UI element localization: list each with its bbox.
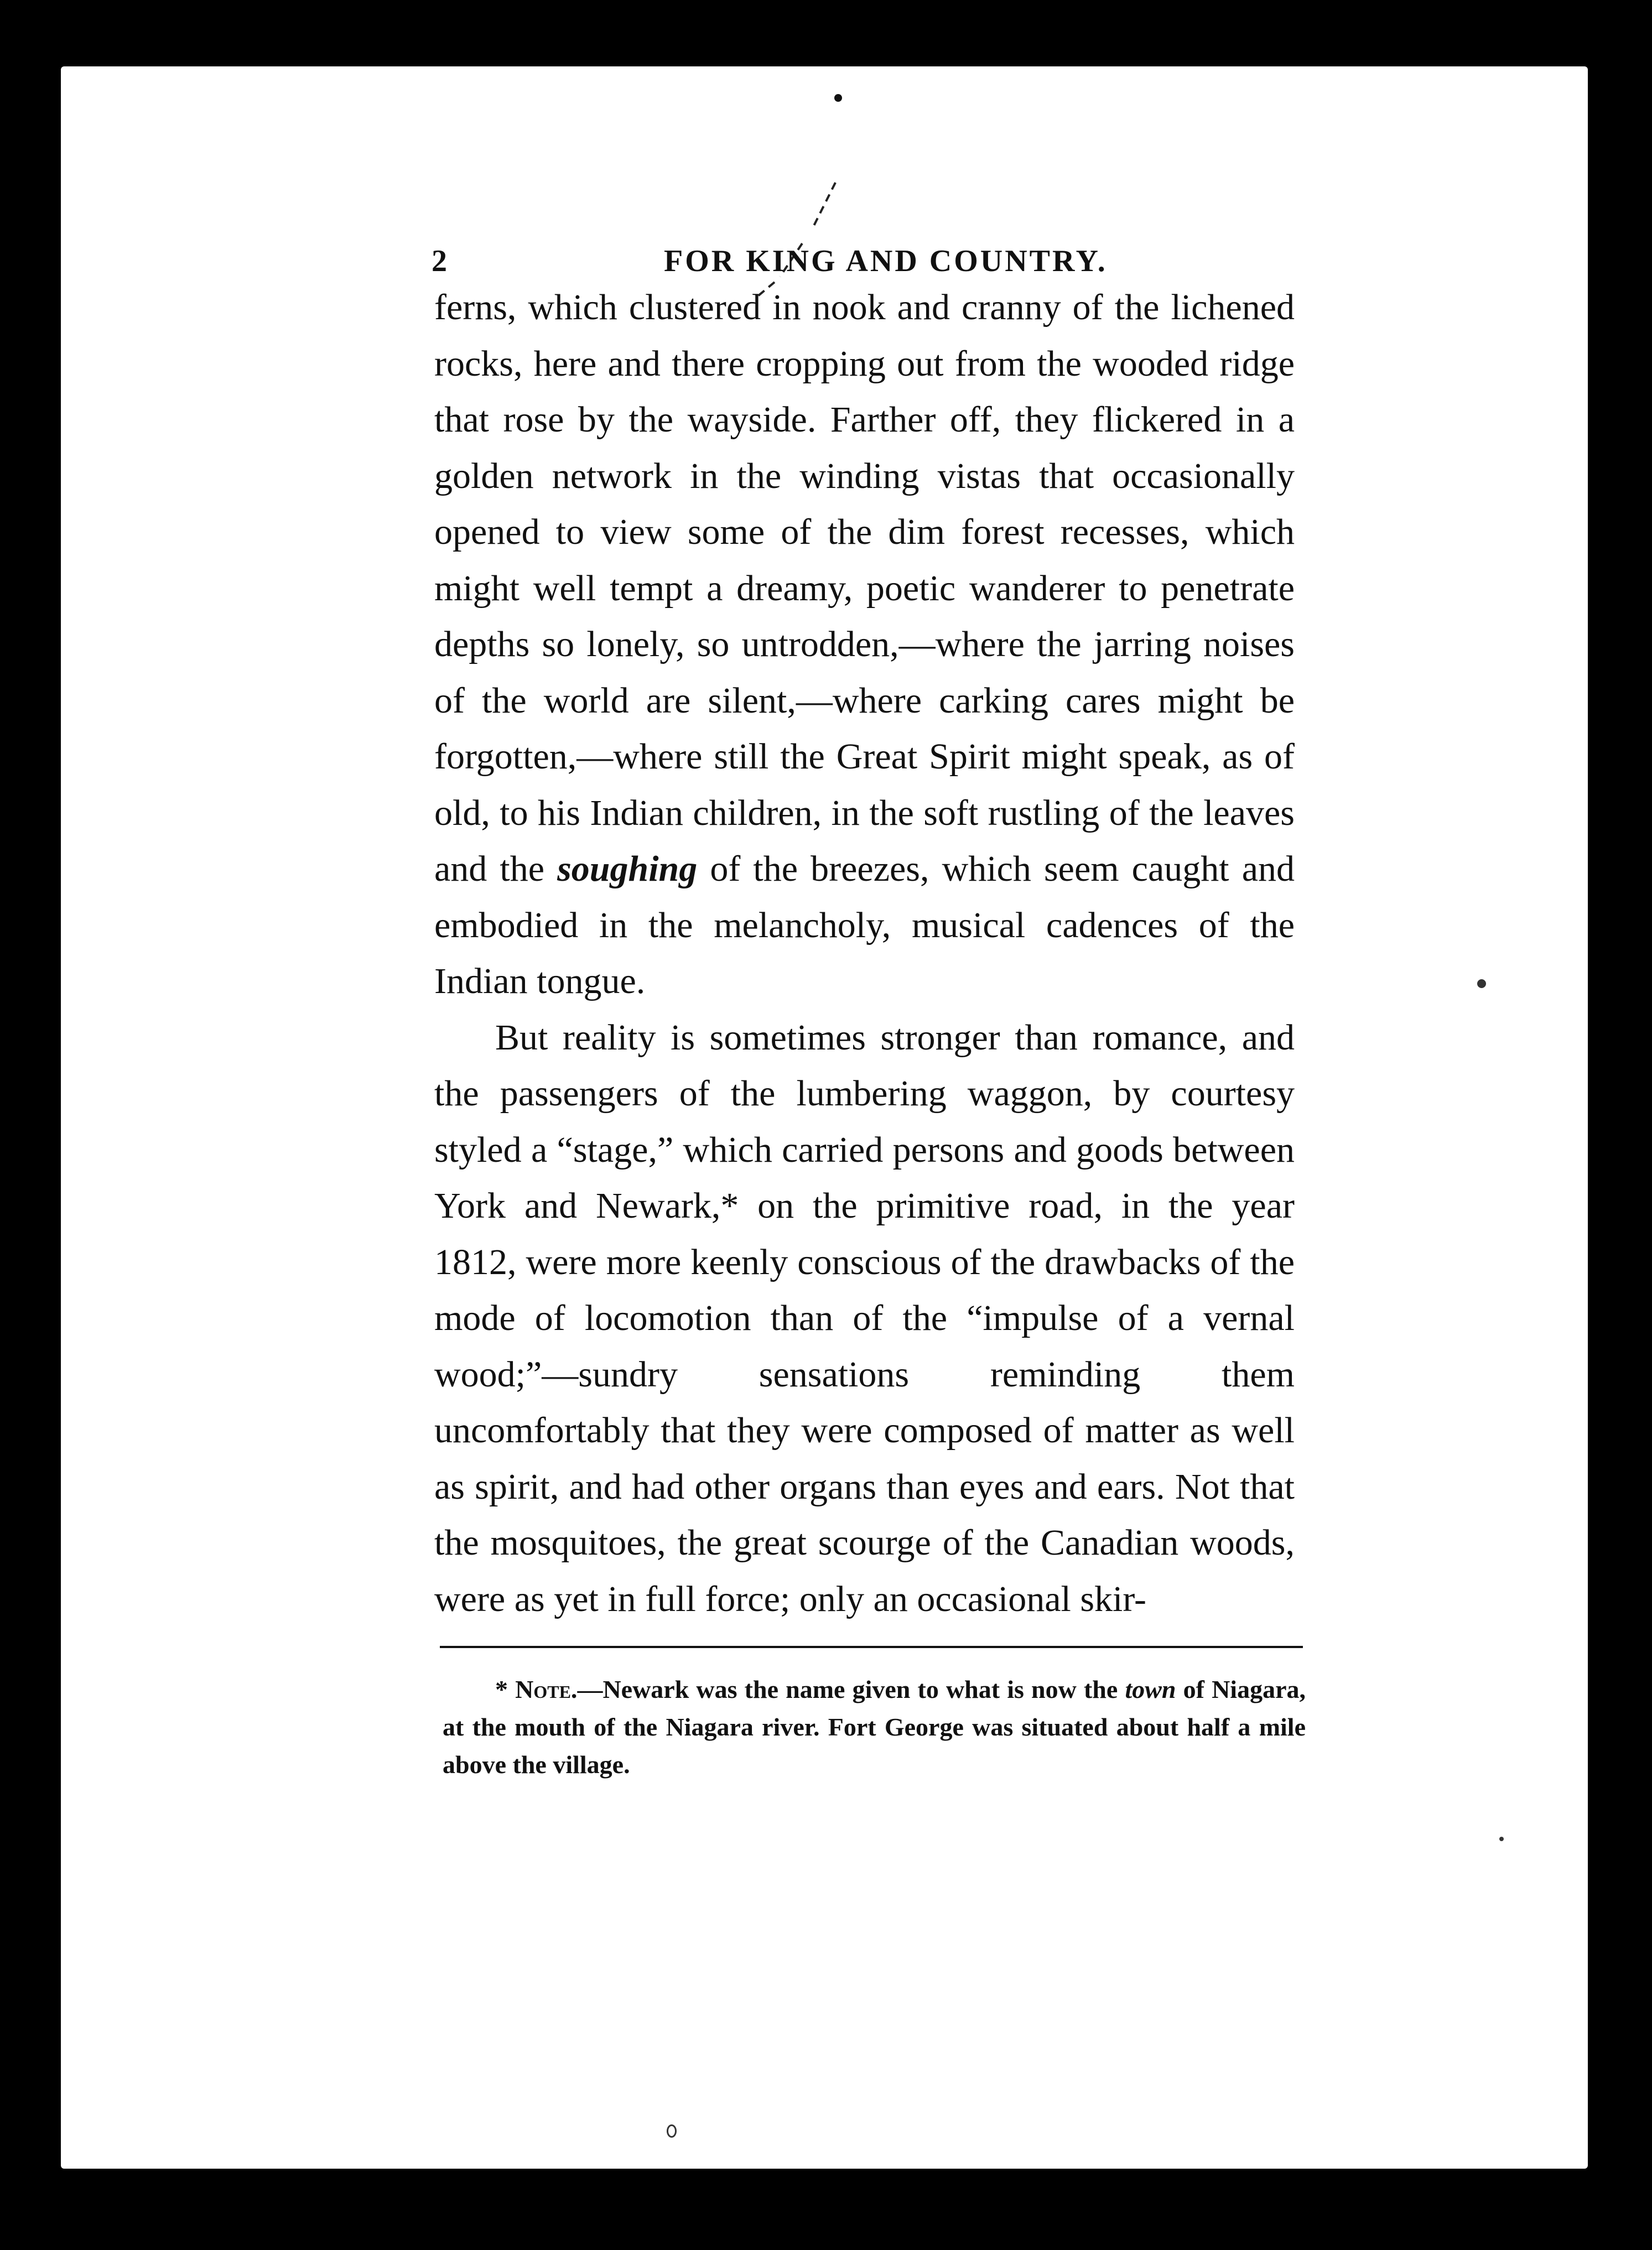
paragraph	[434, 279, 1295, 1010]
paragraph-text: of the breezes, which seem caught and embodied in the melancholy, musical cadences of the Indian tongue.	[434, 849, 1295, 1001]
footnote-divider	[440, 1646, 1303, 1648]
footnote-text: —Newark was the name given to what is now the	[577, 1675, 1118, 1703]
italic-word: soughing	[557, 849, 698, 889]
ink-speck	[1477, 979, 1486, 988]
paragraph-text: ferns, which clustered in nook and cranny of the lichened rocks, here and there cropping out from the wooded ridge that rose by the wayside. Farther off, they flickered in a golden network in the winding vistas that occasionally opened to view some of the dim forest recesses, which might well tempt a dreamy, poetic wanderer to penetrate depths so lonely, so untrodden,—where the jarring noises of the world are silent,—where carking cares might be forgotten,—where still the Great Spirit might speak, as of old, to his Indian children, in the soft rustling of the leaves and the	[434, 287, 1295, 889]
running-title: FOR KING AND COUNTRY.	[664, 244, 1108, 278]
body-text	[434, 279, 1295, 1627]
footnote-italic: town	[1125, 1675, 1176, 1703]
page-number: 2	[432, 244, 447, 278]
paragraph: But reality is sometimes stronger than romance, and the passengers of the lumbering waggon, by courtesy styled a “stage,” which carried persons and goods between York and Newark,* on the primitive road, in the year 1812, were more keenly conscious of the drawbacks of the mode of locomotion than of the “impulse of a vernal wood;”—sundry sensations reminding them uncomfortably that they were composed of matter as well as spirit, and had other organs than eyes and ears. Not that the mosquitoes, the great scourge of the Canadian woods, were as yet in full force; only an occasional skir-	[434, 1017, 1295, 1619]
footnote-label: * Note.	[495, 1675, 578, 1703]
footnote	[443, 1671, 1306, 1784]
ink-speck	[1499, 1837, 1504, 1841]
ink-speck	[667, 2124, 677, 2138]
footnote-text: of Niagara, at the mouth of the Niagara river. Fort George was situated about half a mile above the village.	[443, 1675, 1306, 1779]
running-header	[432, 213, 1295, 290]
ink-speck	[834, 94, 842, 102]
